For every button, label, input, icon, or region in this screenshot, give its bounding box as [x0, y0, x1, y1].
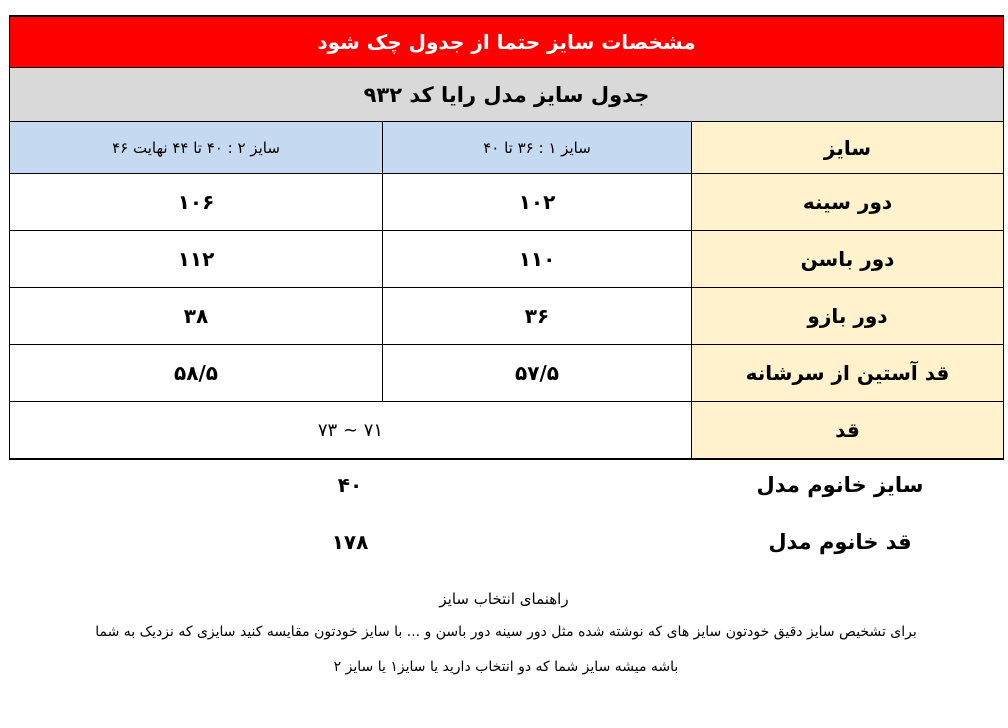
model-height-value: ۱۷۸: [331, 530, 369, 554]
guide-line-2: باشه میشه سایز شما که دو انتخاب دارید یا سایز۱ یا سایز ۲: [333, 659, 679, 675]
table-title: مشخصات سایز حتما از جدول چک شود: [10, 16, 1004, 68]
size1-sleeve-value: ۵۷/۵: [383, 345, 692, 402]
guide-title: راهنمای انتخاب سایز: [439, 590, 569, 608]
model-height-label: قد خانوم مدل: [768, 530, 912, 554]
table-subtitle: جدول سایز مدل رایا کد ۹۳۲: [10, 68, 1004, 122]
row-label-chest: دور سینه: [692, 174, 1004, 231]
size2-sleeve-value: ۵۸/۵: [10, 345, 383, 402]
table-row: [10, 231, 1004, 288]
model-size-label: سایز خانوم مدل: [756, 473, 924, 497]
size2-header: سایز ۲ : ۴۰ تا ۴۴ نهایت ۴۶: [10, 122, 383, 174]
size1-arm-value: ۳۶: [383, 288, 692, 345]
size2-hip-value: ۱۱۲: [10, 231, 383, 288]
row-label-arm: دور بازو: [692, 288, 1004, 345]
row-label-height: قد: [692, 402, 1004, 460]
table-row: [10, 288, 1004, 345]
size1-hip-value: ۱۱۰: [383, 231, 692, 288]
guide-line-1: برای تشخیص سایز دقیق خودتون سایز های که نوشته شده مثل دور سینه دور باسن و ... با سایز خودتون مقایسه کنید سایزی که نزدیک به شما: [95, 624, 917, 640]
table-row: [10, 402, 1004, 460]
table-row: [10, 345, 1004, 402]
table-row: [10, 174, 1004, 231]
size1-header: سایز ۱ : ۳۶ تا ۴۰: [383, 122, 692, 174]
model-size-value: ۴۰: [337, 473, 363, 497]
height-value: ۷۱ ~ ۷۳: [10, 402, 692, 460]
size2-chest-value: ۱۰۶: [10, 174, 383, 231]
size-table: [9, 15, 1004, 460]
row-label-hip: دور باسن: [692, 231, 1004, 288]
size2-arm-value: ۳۸: [10, 288, 383, 345]
row-label-sleeve: قد آستین از سرشانه: [692, 345, 1004, 402]
size1-chest-value: ۱۰۲: [383, 174, 692, 231]
size-label: سایز: [692, 122, 1004, 174]
